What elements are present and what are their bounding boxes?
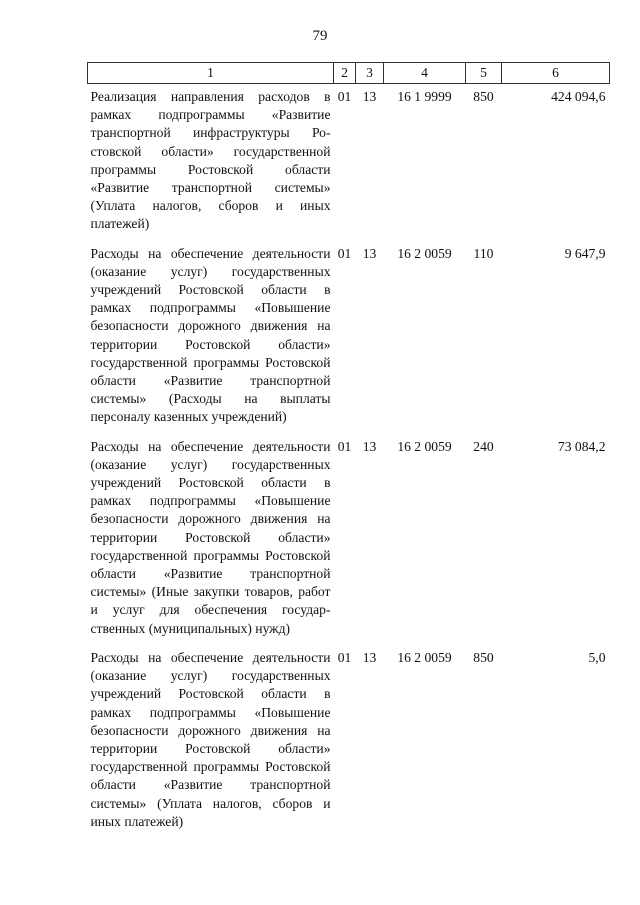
row-subsection-code: 13: [362, 438, 377, 454]
table-row: [88, 645, 610, 838]
row-subsection-code: 13: [362, 245, 377, 261]
row-amount: 424 094,6: [551, 89, 606, 104]
row-description: Расходы на обеспечение деятельности (оказание услуг) государственных учреждений Ростовской области в рамках подпрограммы «Повышение безопасности дорожного движения на территории Ростовской области» государственной программы Ростовской области «Развитие транспортной системы» (Расходы на выплаты персоналу казенных учреждений): [90, 245, 331, 425]
column-header-5: 5: [466, 63, 502, 84]
row-description: Расходы на обеспечение деятельности (оказание услуг) государственных учреждений Ростовской области в рамках подпрограммы «Повышение безопасности дорожного движения на территории Ростовской области» государственной программы Ростовской области «Развитие транспортной системы» (Уплата налогов, сборов и иных платежей): [90, 649, 331, 829]
row-section-code: 01: [337, 438, 352, 454]
row-amount: 5,0: [588, 649, 606, 665]
column-header-6: 6: [502, 63, 610, 84]
row-target-code: 16 2 0059: [397, 649, 452, 665]
column-header-4: 4: [384, 63, 466, 84]
row-amount: 9 647,9: [564, 245, 606, 261]
row-target-code: 16 2 0059: [397, 245, 452, 261]
table-header-row: [88, 63, 610, 84]
table-row: [88, 84, 610, 241]
column-header-3: 3: [356, 63, 384, 84]
table-row: [88, 241, 610, 434]
row-subsection-code: 13: [362, 649, 377, 665]
row-description: Реализация направления расходов в рамках подпрограммы «Развитие транспортной инфраструктуры Ростовской области» государственной программы Ростовской области «Развитие транспортной системы» (Уплата налогов, сборов и иных платежей): [90, 89, 331, 232]
row-section-code: 01: [337, 649, 352, 665]
row-target-code: 16 2 0059: [397, 438, 452, 454]
budget-table: [87, 62, 610, 838]
row-section-code: 01: [337, 89, 352, 104]
row-expense-type-code: 850: [473, 89, 494, 104]
row-expense-type-code: 240: [473, 438, 494, 454]
row-subsection-code: 13: [362, 89, 377, 104]
row-target-code: 16 1 9999: [397, 89, 452, 104]
row-description: Расходы на обеспечение деятельности (оказание услуг) государственных учреждений Ростовской области в рамках подпрограммы «Повышение безопасности дорожного движения на территории Ростовской области» государственной программы Ростовской области «Развитие транспортной системы» (Иные закупки товаров, работ и услуг для обеспечения государственных (муниципальных) нужд): [90, 438, 331, 636]
page-number: 79: [312, 28, 328, 44]
column-header-2: 2: [334, 63, 356, 84]
column-header-1: 1: [88, 63, 334, 84]
table-row: [88, 434, 610, 645]
row-expense-type-code: 110: [473, 245, 494, 261]
row-expense-type-code: 850: [473, 649, 494, 665]
row-amount: 73 084,2: [557, 438, 606, 454]
row-section-code: 01: [337, 245, 352, 261]
